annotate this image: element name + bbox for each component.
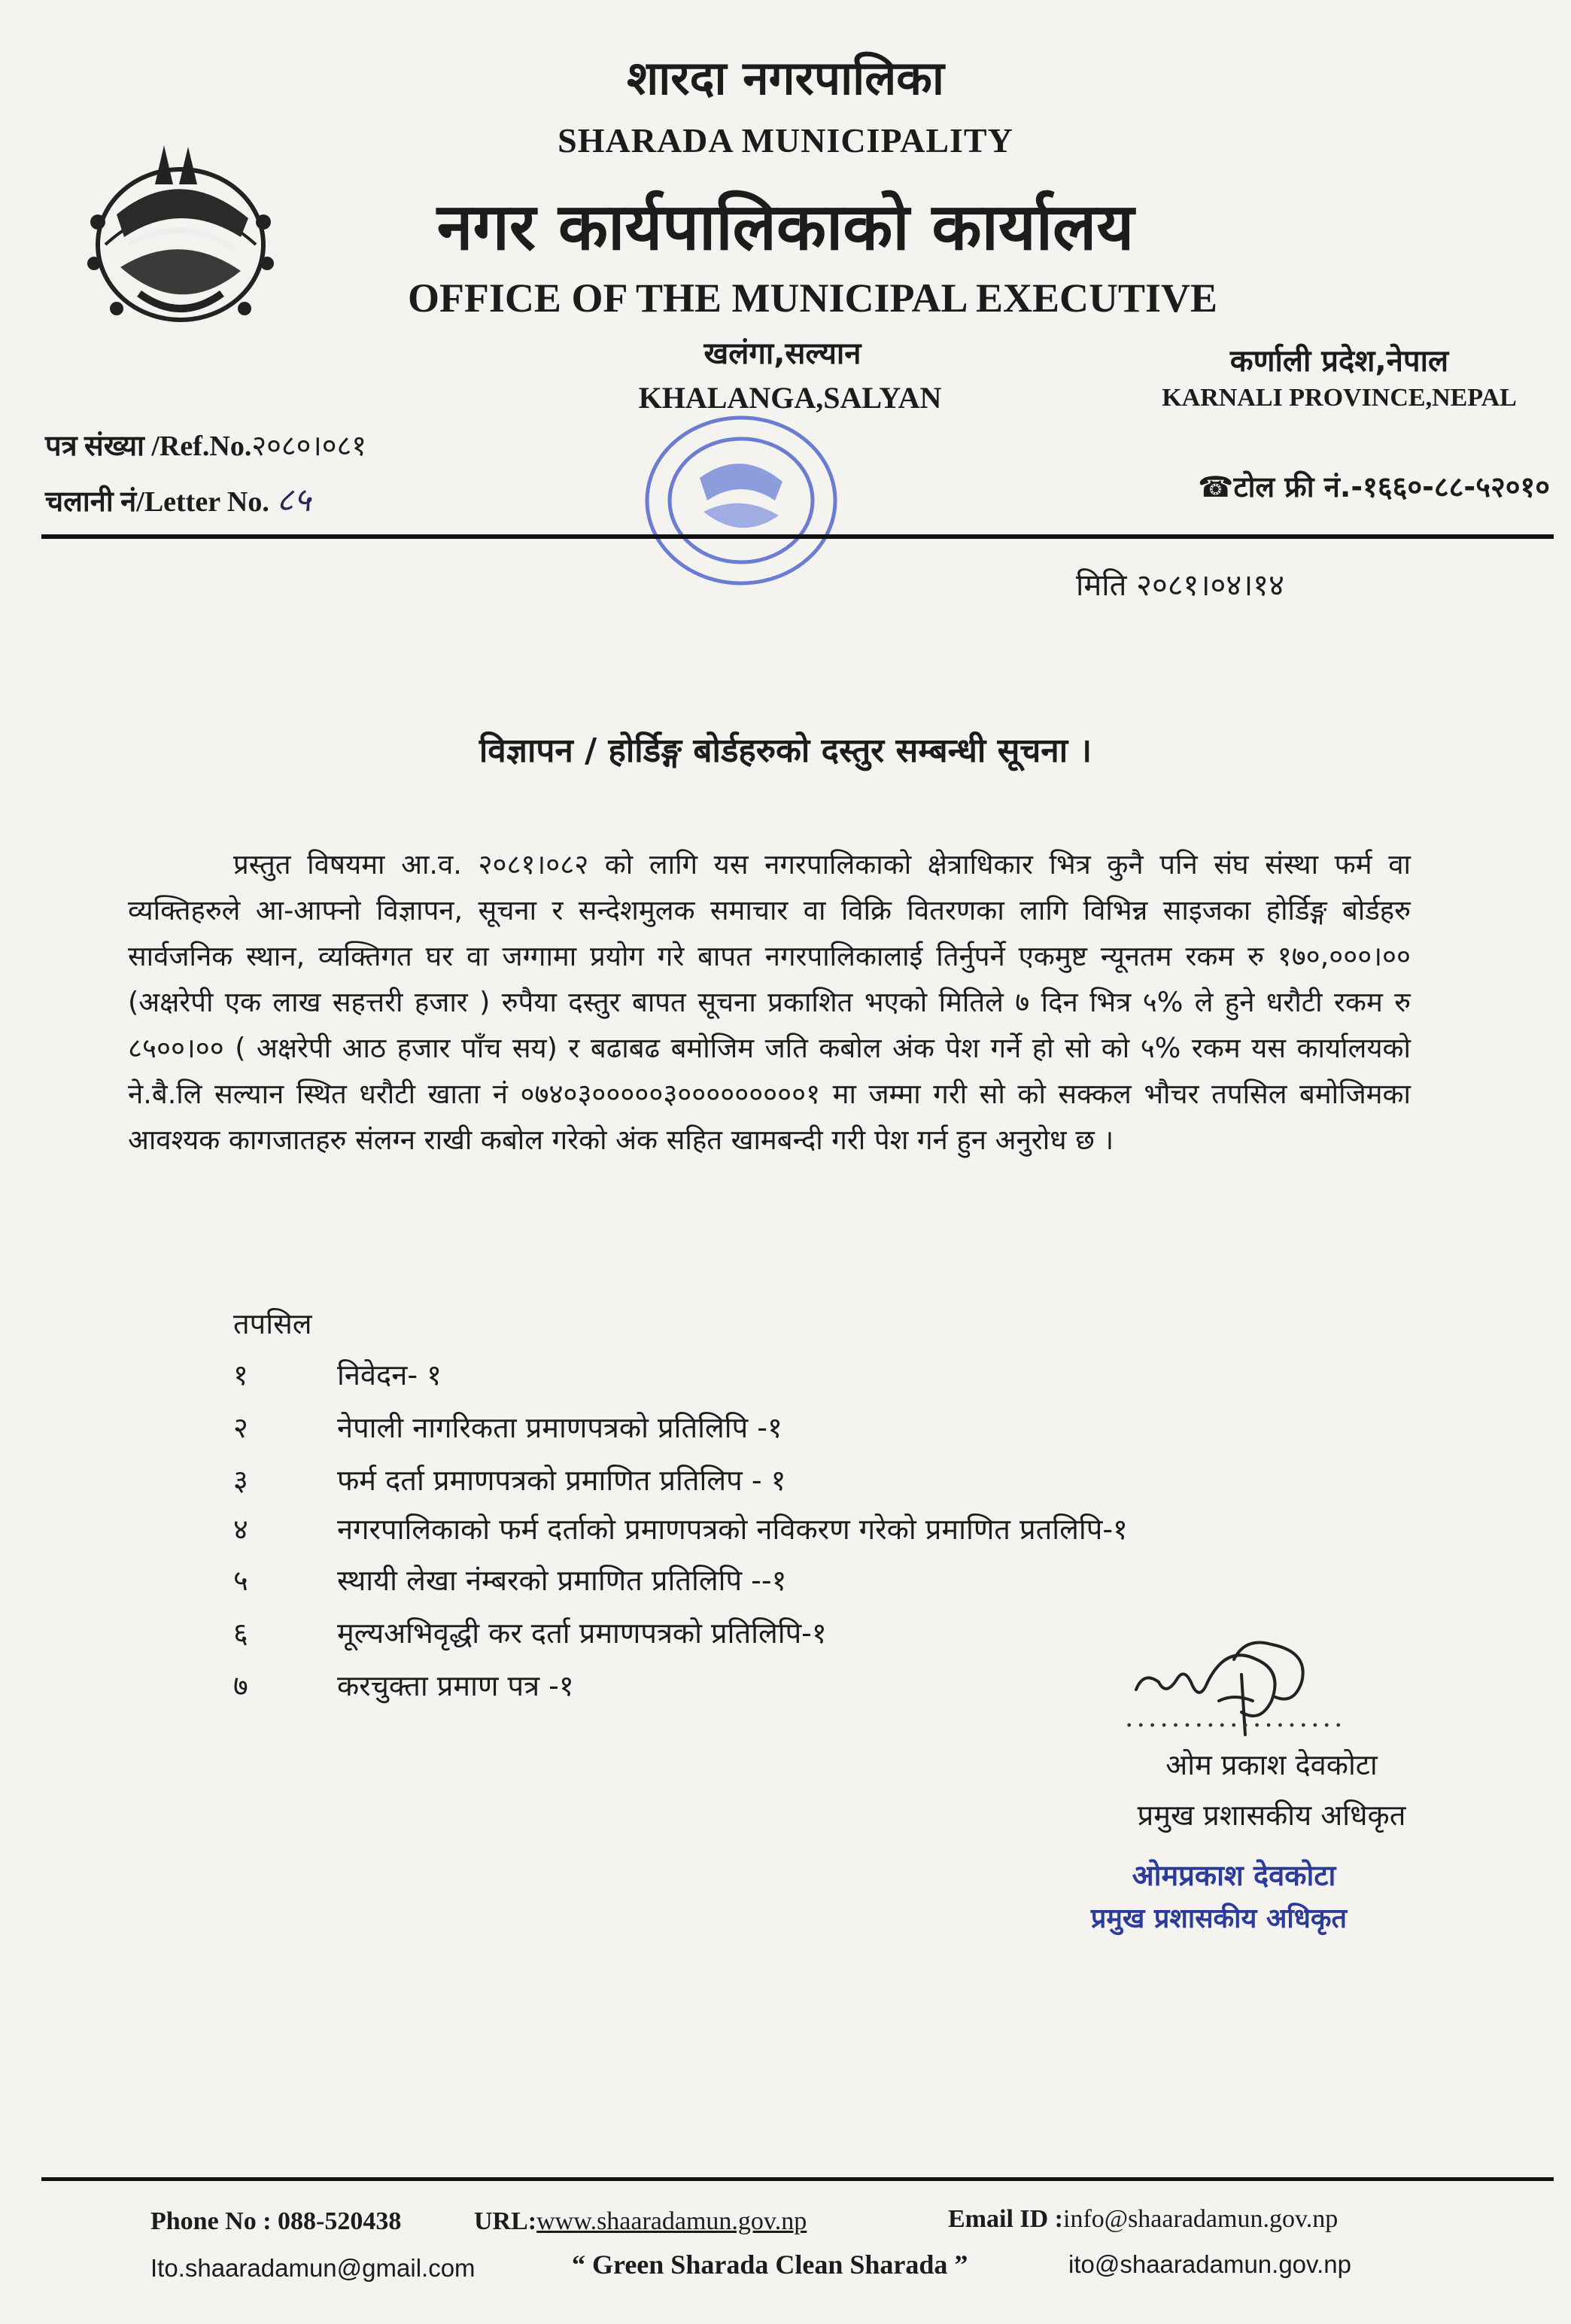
footer-gmail: Ito.shaaradamun@gmail.com [150,2254,476,2282]
province-english: KARNALI PROVINCE,NEPAL [1162,384,1517,412]
website-link[interactable]: www.shaaradamun.gov.np [536,2207,807,2235]
ref-number [45,425,366,464]
footer-phone: Phone No : 088-520438 [150,2207,402,2235]
list-heading: तपसिल [233,1307,312,1340]
ref-label: पत्र संख्या /Ref.No. [45,430,252,462]
designation-stamp: प्रमुख प्रशासकीय अधिकृत [1090,1903,1348,1934]
notice-title: विज्ञापन / होर्डिङ्ग बोर्डहरुको दस्तुर सम्बन्धी सूचना । [479,732,1092,770]
letter-label: चलानी नं/Letter No. [45,486,269,518]
letter-value: ८५ [276,481,311,519]
address-nepali: खलंगा,सल्यान [703,336,861,371]
toll-free-number [1098,467,1550,506]
notice-body-paragraph: प्रस्तुत विषयमा आ.व. २०८१।०८२ को लागि यस नगरपालिकाको क्षेत्राधिकार भित्र कुनै पनि संघ संस्था फर्म वा व्यक्तिहरुले आ-आफ्नो विज्ञापन, सूचना र सन्देशमुलक समाचार वा विक्रि वितरणका लागि विभिन्न साइजका होर्डिङ्ग बोर्डहरु सार्वजनिक स्थान, व्यक्तिगत घर वा जग्गामा प्रयोग गरे बापत नगरपालिकालाई तिर्नुपर्ने एकमुष्ट न्यूनतम रकम रु १७०,०००।०० (अक्षरेपी एक लाख सहत्तरी हजार ) रुपैया दस्तुर बापत सूचना प्रकाशित भएको मितिले ७ दिन भित्र ५% ले हुने धरौटी रकम रु ८५००।०० ( अक्षरेपी आठ हजार पाँच सय) र बढाबढ बमोजिम जति कबोल अंक पेश गर्ने हो सो को ५% रकम यस कार्यालयको ने.बै.लि सल्यान स्थित धरौटी खाता नं ०७४०३०००००३०००००००००१ मा जम्मा गरी सो को सक्कल भौचर तपसिल बमोजिमका आवश्यक कागजातहरु संलग्न राखी कबोल गरेको अंक सहित खामबन्दी गरी पेश गर्न हुन अनुरोध छ । [128,848,1411,1156]
signatory-name: ओम प्रकाश देवकोटा [1165,1748,1378,1781]
list-item-text: मूल्यअभिवृद्धी कर दर्ता प्रमाणपत्रको प्रतिलिपि-१ [337,1617,827,1650]
list-item-text: निवेदन- १ [337,1358,442,1392]
office-name-english: OFFICE OF THE MUNICIPAL EXECUTIVE [407,275,1218,321]
list-item-number: १ [233,1358,248,1392]
footer-slogan: “ Green Sharada Clean Sharada ” [572,2249,968,2280]
footer-email-value: info@shaaradamun.gov.np [1063,2205,1339,2233]
org-name-english: SHARADA MUNICIPALITY [558,121,1013,160]
footer-ito-email: ito@shaaradamun.gov.np [1068,2250,1351,2278]
list-item-text: नेपाली नागरिकता प्रमाणपत्रको प्रतिलिपि -१ [337,1411,782,1444]
footer-email [948,2205,1338,2234]
list-item-text: फर्म दर्ता प्रमाणपत्रको प्रमाणित प्रतिलिप - १ [337,1464,786,1497]
list-item-text: स्थायी लेखा नंम्बरको प्रमाणित प्रतिलिपि --१ [337,1564,787,1597]
list-item-number: ४ [233,1513,248,1546]
letter-date: मिति २०८१।०४।१४ [1076,568,1284,603]
list-item-text: नगरपालिकाको फर्म दर्ताको प्रमाणपत्रको नविकरण गरेको प्रमाणित प्रतलिपि-१ [337,1513,1128,1546]
office-name-nepali: नगर कार्यपालिकाको कार्यालय [436,190,1135,265]
footer-email-label: Email ID : [948,2205,1063,2233]
signature-line: ................... [1125,1702,1346,1733]
list-item-number: ७ [233,1669,248,1702]
list-item-number: ३ [233,1464,248,1497]
footer-url [474,2207,807,2236]
list-item-text: करचुक्ता प्रमाण पत्र -१ [337,1669,574,1702]
list-item-number: ५ [233,1564,248,1597]
name-stamp: ओमप्रकाश देवकोटा [1132,1859,1336,1892]
header-divider [41,534,1554,539]
office-seal-stamp [636,406,846,595]
address-english: KHALANGA,SALYAN [638,381,942,415]
list-item-number: ६ [233,1617,248,1650]
province-nepali: कर्णाली प्रदेश,नेपाल [1229,344,1449,379]
signatory-designation: प्रमुख प्रशासकीय अधिकृत [1137,1799,1406,1832]
footer-url-label: URL: [474,2207,537,2235]
letter-number [45,476,311,521]
footer-divider [41,2177,1554,2181]
list-item-number: २ [233,1411,248,1444]
ref-value: २०८०।०८१ [251,429,367,462]
telephone-icon: ☎ [1198,470,1234,503]
toll-free-text: टोल फ्री नं.-१६६०-८८-५२०१० [1233,470,1550,503]
org-name-nepali: शारदा नगरपालिका [627,50,944,105]
